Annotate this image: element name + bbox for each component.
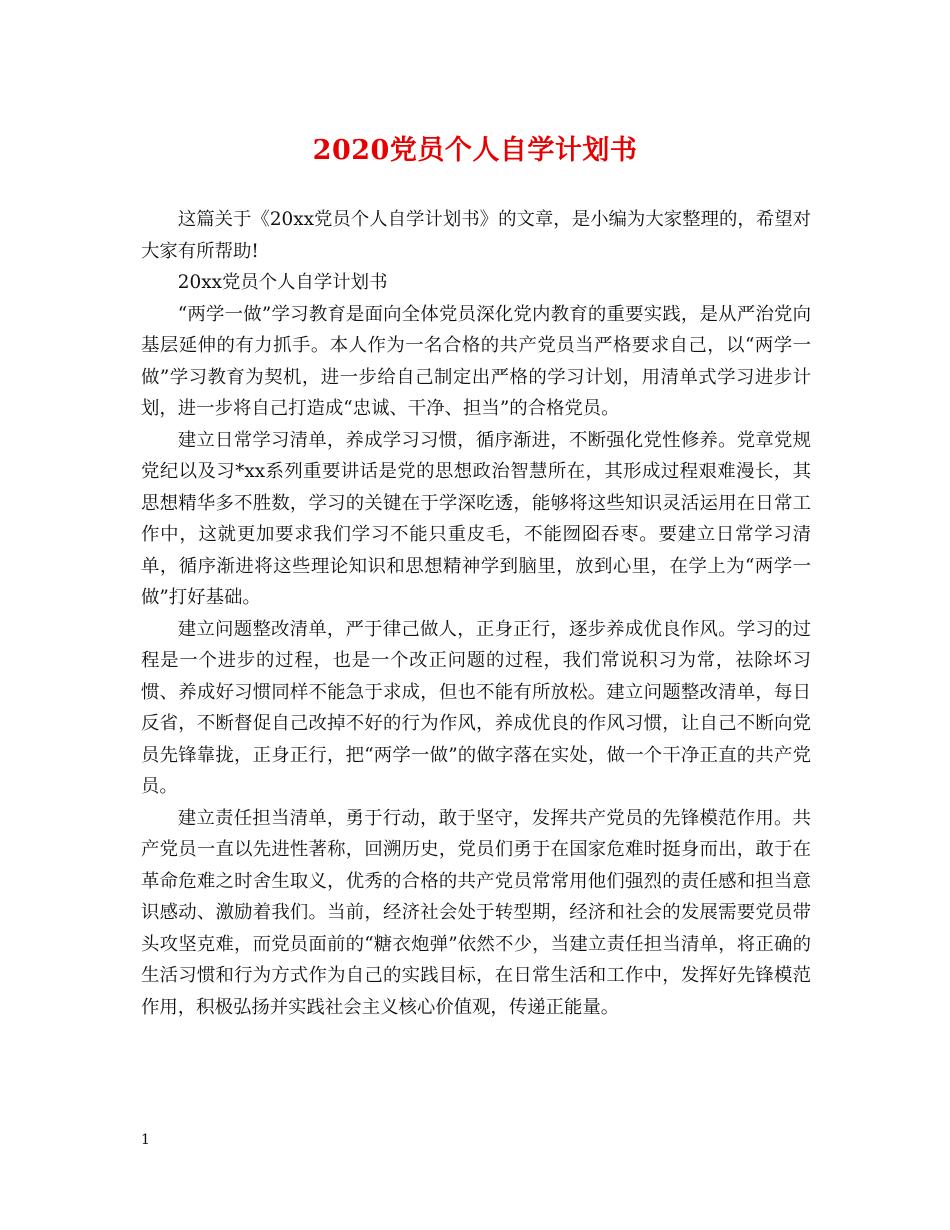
- document-body: [141, 204, 811, 1023]
- body-paragraph: 建立责任担当清单，勇于行动，敢于坚守，发挥共产党员的先锋模范作用。共产党员一直以先进性著称，回溯历史，党员们勇于在国家危难时挺身而出，敢于在革命危难之时舍生取义，优秀的合格的共产党员常常用他们强烈的责任感和担当意识感动、激励着我们。当前，经济社会处于转型期，经济和社会的发展需要党员带头攻坚克难，而党员面前的“糖衣炮弹”依然不少，当建立责任担当清单，将正确的生活习惯和行为方式作为自己的实践目标，在日常生活和工作中，发挥好先锋模范作用，积极弘扬并实践社会主义核心价值观，传递正能量。: [141, 807, 811, 1018]
- page-number: 1: [141, 1132, 150, 1148]
- intro-paragraph: 这篇关于《20xx党员个人自学计划书》的文章，是小编为大家整理的，希望对大家有所帮助!: [141, 209, 811, 262]
- document-title: 2020党员个人自学计划书: [312, 135, 638, 166]
- body-paragraph: 建立日常学习清单，养成学习习惯，循序渐进，不断强化党性修养。党章党规党纪以及习*xx系列重要讲话是党的思想政治智慧所在，其形成过程艰难漫长，其思想精华多不胜数，学习的关键在于学深吃透，能够将这些知识灵活运用在日常工作中，这就更加要求我们学习不能只重皮毛，不能囫囵吞枣。要建立日常学习清单，循序渐进将这些理论知识和思想精神学到脑里，放到心里，在学上为“两学一做”打好基础。: [141, 429, 811, 608]
- subtitle-paragraph: 20xx党员个人自学计划书: [177, 272, 388, 293]
- body-paragraph: 建立问题整改清单，严于律己做人，正身正行，逐步养成优良作风。学习的过程是一个进步的过程，也是一个改正问题的过程，我们常说积习为常，祛除坏习惯、养成好习惯同样不能急于求成，但也不能有所放松。建立问题整改清单，每日反省，不断督促自己改掉不好的行为作风，养成优良的作风习惯，让自己不断向党员先锋靠拢，正身正行，把“两学一做”的做字落在实处，做一个干净正直的共产党员。: [141, 618, 811, 797]
- body-paragraph: “两学一做”学习教育是面向全体党员深化党内教育的重要实践，是从严治党向基层延伸的有力抓手。本人作为一名合格的共产党员当严格要求自己，以“两学一做”学习教育为契机，进一步给自己制定出严格的学习计划，用清单式学习进步计划，进一步将自己打造成“忠诚、干净、担当”的合格党员。: [141, 303, 811, 419]
